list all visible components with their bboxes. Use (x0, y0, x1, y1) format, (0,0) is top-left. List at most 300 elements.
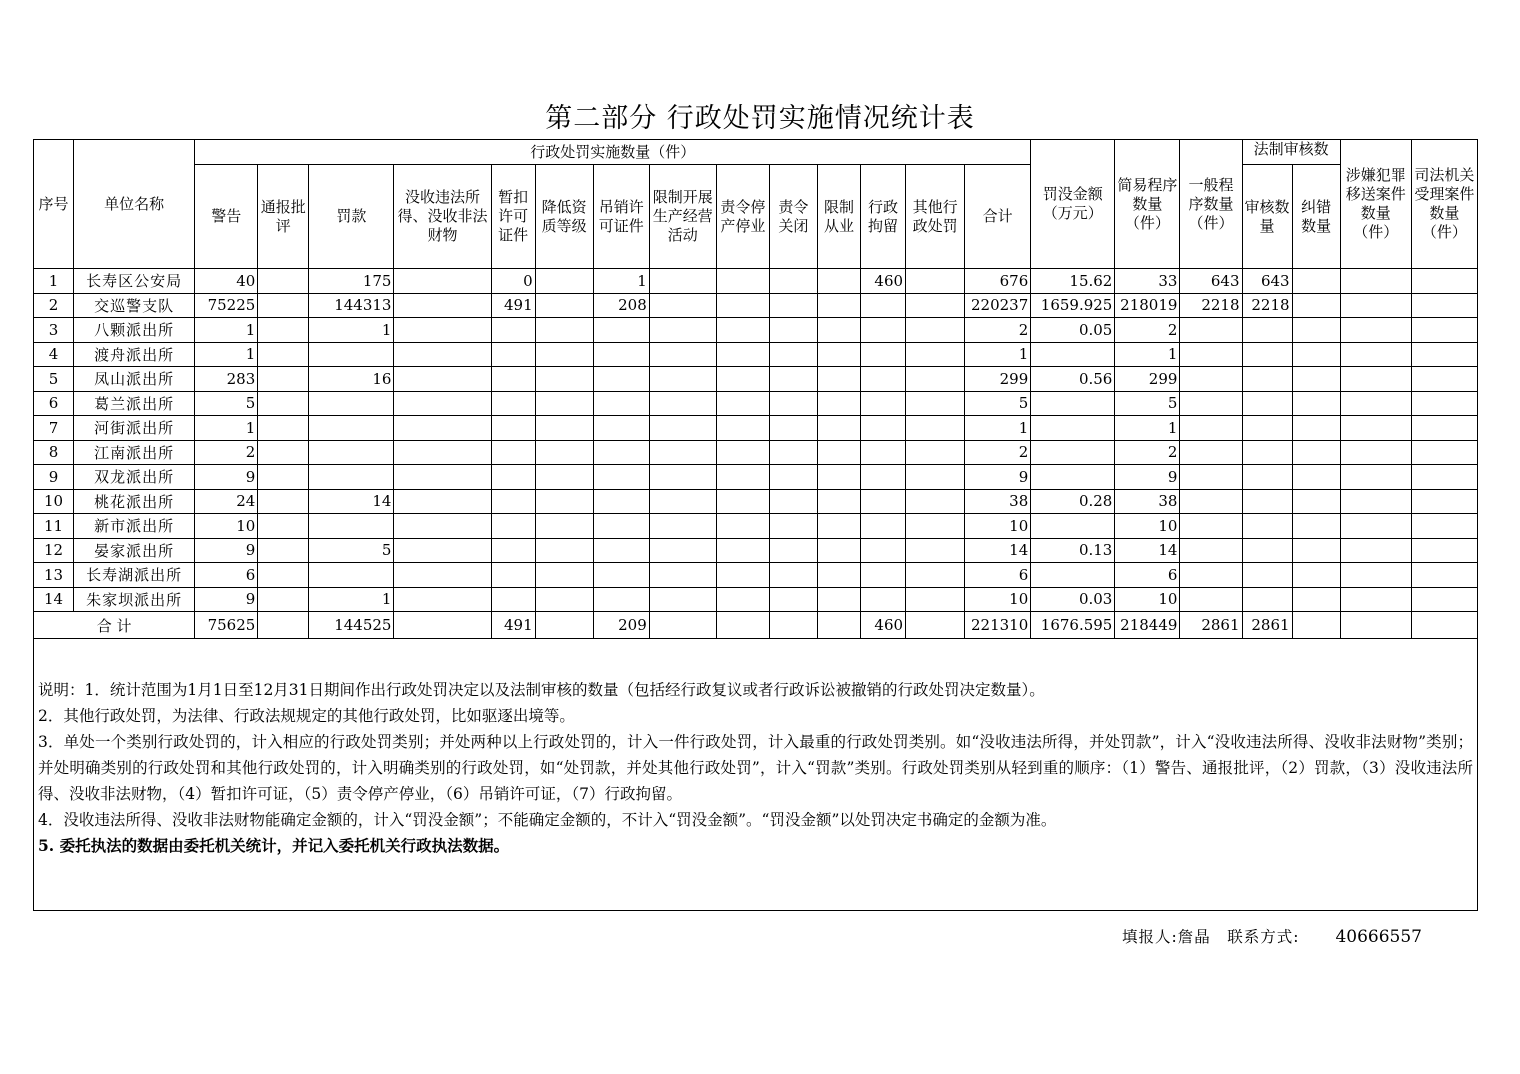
table-cell (1340, 563, 1411, 588)
table-cell (1180, 489, 1242, 514)
total-cell (1292, 612, 1340, 639)
table-cell (716, 293, 769, 318)
table-cell (258, 293, 309, 318)
header-correct-count: 纠错数量 (1292, 165, 1340, 269)
table-cell (394, 367, 491, 392)
table-cell (1340, 367, 1411, 392)
table-cell (861, 416, 906, 441)
table-cell (716, 514, 769, 539)
header-other: 其他行政处罚 (906, 165, 965, 269)
table-cell: 5 (309, 538, 394, 563)
table-cell (491, 538, 535, 563)
notes-cell (34, 639, 1478, 911)
table-cell: 1 (195, 416, 258, 441)
reporter-label: 填报人:詹晶 联系方式: (1122, 928, 1300, 946)
total-cell: 75625 (195, 612, 258, 639)
table-cell (593, 563, 649, 588)
row-unit-name: 江南派出所 (74, 440, 195, 465)
table-cell: 643 (1242, 269, 1292, 294)
table-cell: 38 (965, 489, 1031, 514)
header-warning: 警告 (195, 165, 258, 269)
table-cell (1180, 416, 1242, 441)
table-cell (649, 391, 716, 416)
table-cell (649, 440, 716, 465)
table-cell (491, 416, 535, 441)
table-cell (817, 367, 860, 392)
table-cell (861, 587, 906, 612)
table-cell (1031, 342, 1115, 367)
table-cell (906, 514, 965, 539)
table-cell (258, 342, 309, 367)
table-cell (535, 293, 593, 318)
table-cell: 0.13 (1031, 538, 1115, 563)
row-seq: 6 (34, 391, 74, 416)
total-cell (649, 612, 716, 639)
table-cell (535, 269, 593, 294)
row-seq: 12 (34, 538, 74, 563)
table-cell (258, 538, 309, 563)
row-seq: 9 (34, 465, 74, 490)
table-row (34, 318, 1478, 343)
table-cell (258, 318, 309, 343)
table-cell (535, 318, 593, 343)
header-amount: 罚没金额（万元） (1031, 140, 1115, 269)
table-cell: 14 (309, 489, 394, 514)
table-cell (649, 293, 716, 318)
table-cell (817, 416, 860, 441)
table-cell (716, 538, 769, 563)
table-cell: 220237 (965, 293, 1031, 318)
table-cell (491, 514, 535, 539)
table-cell: 9 (195, 538, 258, 563)
header-fine: 罚款 (309, 165, 394, 269)
table-cell (1292, 293, 1340, 318)
table-cell (491, 367, 535, 392)
table-row (34, 440, 1478, 465)
table-cell (593, 367, 649, 392)
table-cell (817, 489, 860, 514)
table-cell (394, 514, 491, 539)
table-cell (861, 391, 906, 416)
table-cell (716, 416, 769, 441)
table-row (34, 538, 1478, 563)
table-cell (861, 318, 906, 343)
table-cell (769, 318, 817, 343)
table-cell (649, 367, 716, 392)
table-cell (906, 489, 965, 514)
table-cell (1292, 538, 1340, 563)
table-cell (258, 563, 309, 588)
table-cell (649, 563, 716, 588)
note-3: 3．单处一个类别行政处罚的，计入相应的行政处罚类别；并处两种以上行政处罚的，计入一件行政处罚，计入最重的行政处罚类别。如“没收违法所得，并处罚款”，计入“没收违法所得、没收非法财物”类别；并处明确类别的行政处罚和其他行政处罚的，计入明确类别的行政处罚，如“处罚款，并处其他行政处罚”，计入“罚款”类别。行政处罚类别从轻到重的顺序：（1）警告、通报批评，（2）罚款，（3）没收违法所得、没收非法财物，（4）暂扣许可证，（5）责令停产停业，（6）吊销许可证，（7）行政拘留。 (38, 733, 1473, 803)
table-cell (817, 465, 860, 490)
row-seq: 5 (34, 367, 74, 392)
table-cell (906, 465, 965, 490)
table-cell (394, 293, 491, 318)
table-cell (817, 269, 860, 294)
table-cell (906, 318, 965, 343)
table-cell (716, 587, 769, 612)
table-row (34, 489, 1478, 514)
table-cell (491, 318, 535, 343)
table-cell (593, 489, 649, 514)
table-cell: 1 (593, 269, 649, 294)
total-cell: 2861 (1180, 612, 1242, 639)
table-cell (593, 587, 649, 612)
row-unit-name: 八颗派出所 (74, 318, 195, 343)
table-cell (1292, 342, 1340, 367)
table-cell (906, 367, 965, 392)
table-cell (1242, 538, 1292, 563)
table-cell (394, 342, 491, 367)
table-cell (394, 416, 491, 441)
page-title: 第二部分 行政处罚实施情况统计表 (545, 103, 975, 134)
header-downgrade: 降低资质等级 (535, 165, 593, 269)
table-cell: 6 (1115, 563, 1180, 588)
table-cell (649, 587, 716, 612)
table-cell (535, 391, 593, 416)
table-cell: 10 (965, 587, 1031, 612)
table-cell (906, 293, 965, 318)
table-cell (817, 538, 860, 563)
table-cell (817, 563, 860, 588)
table-cell (394, 465, 491, 490)
table-cell (716, 342, 769, 367)
table-cell: 9 (195, 587, 258, 612)
total-cell (716, 612, 769, 639)
table-cell (394, 538, 491, 563)
row-seq: 14 (34, 587, 74, 612)
table-cell: 10 (1115, 587, 1180, 612)
table-cell (1340, 293, 1411, 318)
table-cell: 2218 (1180, 293, 1242, 318)
table-cell (491, 342, 535, 367)
table-cell: 283 (195, 367, 258, 392)
table-cell (1411, 538, 1477, 563)
total-cell: 491 (491, 612, 535, 639)
table-cell (394, 587, 491, 612)
header-judicial: 司法机关受理案件数量（件） (1411, 140, 1477, 269)
table-cell (309, 465, 394, 490)
table-cell: 1 (309, 318, 394, 343)
table-cell (1242, 489, 1292, 514)
table-cell (309, 391, 394, 416)
table-cell (1242, 587, 1292, 612)
table-cell (716, 391, 769, 416)
table-cell (1411, 318, 1477, 343)
table-cell (593, 391, 649, 416)
table-cell: 1 (965, 342, 1031, 367)
table-cell: 14 (1115, 538, 1180, 563)
table-cell (535, 587, 593, 612)
header-stop-prod: 责令停产停业 (716, 165, 769, 269)
table-cell (491, 489, 535, 514)
table-cell (258, 514, 309, 539)
footer (1122, 925, 1422, 947)
table-cell: 5 (195, 391, 258, 416)
table-cell (593, 465, 649, 490)
table-cell (258, 587, 309, 612)
header-subtotal: 合计 (965, 165, 1031, 269)
table-cell (1180, 342, 1242, 367)
table-cell: 15.62 (1031, 269, 1115, 294)
table-cell (817, 342, 860, 367)
row-unit-name: 双龙派出所 (74, 465, 195, 490)
table-cell (593, 416, 649, 441)
table-cell (1180, 563, 1242, 588)
table-cell (906, 563, 965, 588)
table-cell (906, 269, 965, 294)
table-cell (1292, 367, 1340, 392)
table-cell: 0.05 (1031, 318, 1115, 343)
row-unit-name: 朱家坝派出所 (74, 587, 195, 612)
table-cell: 0 (491, 269, 535, 294)
table-cell (1340, 587, 1411, 612)
table-cell (1340, 538, 1411, 563)
table-cell (491, 587, 535, 612)
table-cell (1292, 269, 1340, 294)
table-cell (1411, 587, 1477, 612)
table-cell: 24 (195, 489, 258, 514)
row-seq: 4 (34, 342, 74, 367)
row-seq: 10 (34, 489, 74, 514)
table-cell: 16 (309, 367, 394, 392)
table-cell: 0.56 (1031, 367, 1115, 392)
table-cell: 75225 (195, 293, 258, 318)
table-cell (1411, 293, 1477, 318)
table-row (34, 367, 1478, 392)
table-cell (769, 465, 817, 490)
header-revoke: 吊销许可证件 (593, 165, 649, 269)
table-cell: 144313 (309, 293, 394, 318)
table-cell: 10 (1115, 514, 1180, 539)
table-row (34, 563, 1478, 588)
table-cell (491, 391, 535, 416)
total-label: 合 计 (34, 612, 195, 639)
table-cell: 218019 (1115, 293, 1180, 318)
table-cell: 5 (1115, 391, 1180, 416)
table-cell (1411, 367, 1477, 392)
table-cell (1031, 465, 1115, 490)
row-seq: 11 (34, 514, 74, 539)
table-cell (649, 269, 716, 294)
table-cell (1180, 318, 1242, 343)
table-cell (649, 514, 716, 539)
table-cell (769, 563, 817, 588)
table-cell (649, 342, 716, 367)
table-cell: 0.03 (1031, 587, 1115, 612)
table-cell (769, 367, 817, 392)
table-cell (716, 489, 769, 514)
table-cell (817, 514, 860, 539)
table-cell (258, 416, 309, 441)
table-cell (769, 440, 817, 465)
table-cell (1031, 391, 1115, 416)
table-cell (861, 342, 906, 367)
table-cell (1031, 514, 1115, 539)
header-group: 行政处罚实施数量（件） (195, 140, 1031, 165)
table-cell: 14 (965, 538, 1031, 563)
table-cell (1340, 269, 1411, 294)
total-cell: 218449 (1115, 612, 1180, 639)
table-cell (535, 514, 593, 539)
row-seq: 13 (34, 563, 74, 588)
table-cell: 2 (965, 318, 1031, 343)
table-cell (1180, 514, 1242, 539)
table-cell (1340, 440, 1411, 465)
total-cell (769, 612, 817, 639)
table-cell (716, 563, 769, 588)
table-cell (258, 391, 309, 416)
table-cell (769, 342, 817, 367)
table-cell: 2 (965, 440, 1031, 465)
table-cell (1180, 538, 1242, 563)
table-cell (1242, 391, 1292, 416)
table-cell (1411, 489, 1477, 514)
table-cell (1242, 342, 1292, 367)
table-cell (535, 416, 593, 441)
header-general: 一般程序数量（件） (1180, 140, 1242, 269)
table-cell (716, 440, 769, 465)
table-cell (716, 269, 769, 294)
table-cell (258, 367, 309, 392)
phone-number: 40666557 (1335, 927, 1422, 947)
row-seq: 8 (34, 440, 74, 465)
table-cell: 9 (195, 465, 258, 490)
header-simple: 简易程序数量（件） (1115, 140, 1180, 269)
table-cell (649, 465, 716, 490)
table-cell (906, 538, 965, 563)
table-cell (716, 318, 769, 343)
note-4: 4．没收违法所得、没收非法财物能确定金额的，计入“罚没金额”；不能确定金额的，不计入“罚没金额”。“罚没金额”以处罚决定书确定的金额为准。 (38, 811, 1057, 829)
table-cell: 299 (1115, 367, 1180, 392)
table-row (34, 514, 1478, 539)
header-review-count: 审核数量 (1242, 165, 1292, 269)
table-cell (861, 293, 906, 318)
row-unit-name: 新市派出所 (74, 514, 195, 539)
table-cell (1340, 416, 1411, 441)
table-row (34, 342, 1478, 367)
table-cell (491, 563, 535, 588)
table-cell (1340, 489, 1411, 514)
table-cell: 175 (309, 269, 394, 294)
row-seq: 2 (34, 293, 74, 318)
table-cell (1411, 563, 1477, 588)
table-cell (1340, 318, 1411, 343)
table-cell (1180, 367, 1242, 392)
table-cell (1180, 391, 1242, 416)
row-unit-name: 晏家派出所 (74, 538, 195, 563)
table-cell (1242, 318, 1292, 343)
table-cell: 1659.925 (1031, 293, 1115, 318)
table-cell: 1 (195, 342, 258, 367)
header-notice: 通报批评 (258, 165, 309, 269)
table-cell (649, 416, 716, 441)
table-row (34, 269, 1478, 294)
row-unit-name: 葛兰派出所 (74, 391, 195, 416)
row-unit-name: 长寿区公安局 (74, 269, 195, 294)
table-cell (309, 514, 394, 539)
table-cell (1180, 440, 1242, 465)
table-row (34, 465, 1478, 490)
row-unit-name: 桃花派出所 (74, 489, 195, 514)
table-cell (593, 342, 649, 367)
notes (34, 639, 1477, 859)
table-cell (769, 416, 817, 441)
table-cell (817, 440, 860, 465)
table-cell: 1 (309, 587, 394, 612)
table-cell (535, 563, 593, 588)
table-row (34, 416, 1478, 441)
table-cell (535, 538, 593, 563)
table-cell (769, 587, 817, 612)
table-cell (1411, 440, 1477, 465)
row-unit-name: 交巡警支队 (74, 293, 195, 318)
table-cell (1180, 465, 1242, 490)
table-cell: 6 (965, 563, 1031, 588)
total-cell: 221310 (965, 612, 1031, 639)
table-cell (769, 514, 817, 539)
table-cell (1292, 318, 1340, 343)
table-cell (258, 269, 309, 294)
total-cell: 2861 (1242, 612, 1292, 639)
table-cell: 2 (1115, 440, 1180, 465)
table-cell (817, 587, 860, 612)
table-cell (394, 391, 491, 416)
row-seq: 7 (34, 416, 74, 441)
table-cell (394, 489, 491, 514)
total-cell: 144525 (309, 612, 394, 639)
table-cell: 460 (861, 269, 906, 294)
table-cell (817, 318, 860, 343)
table-cell: 1 (1115, 342, 1180, 367)
row-unit-name: 长寿湖派出所 (74, 563, 195, 588)
table-cell (1242, 465, 1292, 490)
table-cell (1411, 269, 1477, 294)
table-cell: 643 (1180, 269, 1242, 294)
row-unit-name: 渡舟派出所 (74, 342, 195, 367)
table-cell (1292, 416, 1340, 441)
table-cell: 676 (965, 269, 1031, 294)
table-cell (649, 489, 716, 514)
table-cell (906, 342, 965, 367)
table-cell: 1 (965, 416, 1031, 441)
table-cell (535, 367, 593, 392)
table-cell: 0.28 (1031, 489, 1115, 514)
table-cell (593, 538, 649, 563)
total-cell (258, 612, 309, 639)
table-cell (1292, 587, 1340, 612)
header-transfer: 涉嫌犯罪移送案件数量（件） (1340, 140, 1411, 269)
table-row (34, 293, 1478, 318)
table-cell (1340, 391, 1411, 416)
total-cell (906, 612, 965, 639)
table-cell (1031, 440, 1115, 465)
table-cell (593, 318, 649, 343)
total-cell (394, 612, 491, 639)
table-cell: 5 (965, 391, 1031, 416)
header-legal-review: 法制审核数 (1242, 140, 1340, 165)
table-cell (1242, 367, 1292, 392)
table-cell: 2 (1115, 318, 1180, 343)
table-cell (716, 367, 769, 392)
table-cell (1242, 514, 1292, 539)
table-cell (1411, 391, 1477, 416)
table-cell (1292, 391, 1340, 416)
table-cell: 1 (195, 318, 258, 343)
table-cell (861, 514, 906, 539)
table-cell (1292, 489, 1340, 514)
